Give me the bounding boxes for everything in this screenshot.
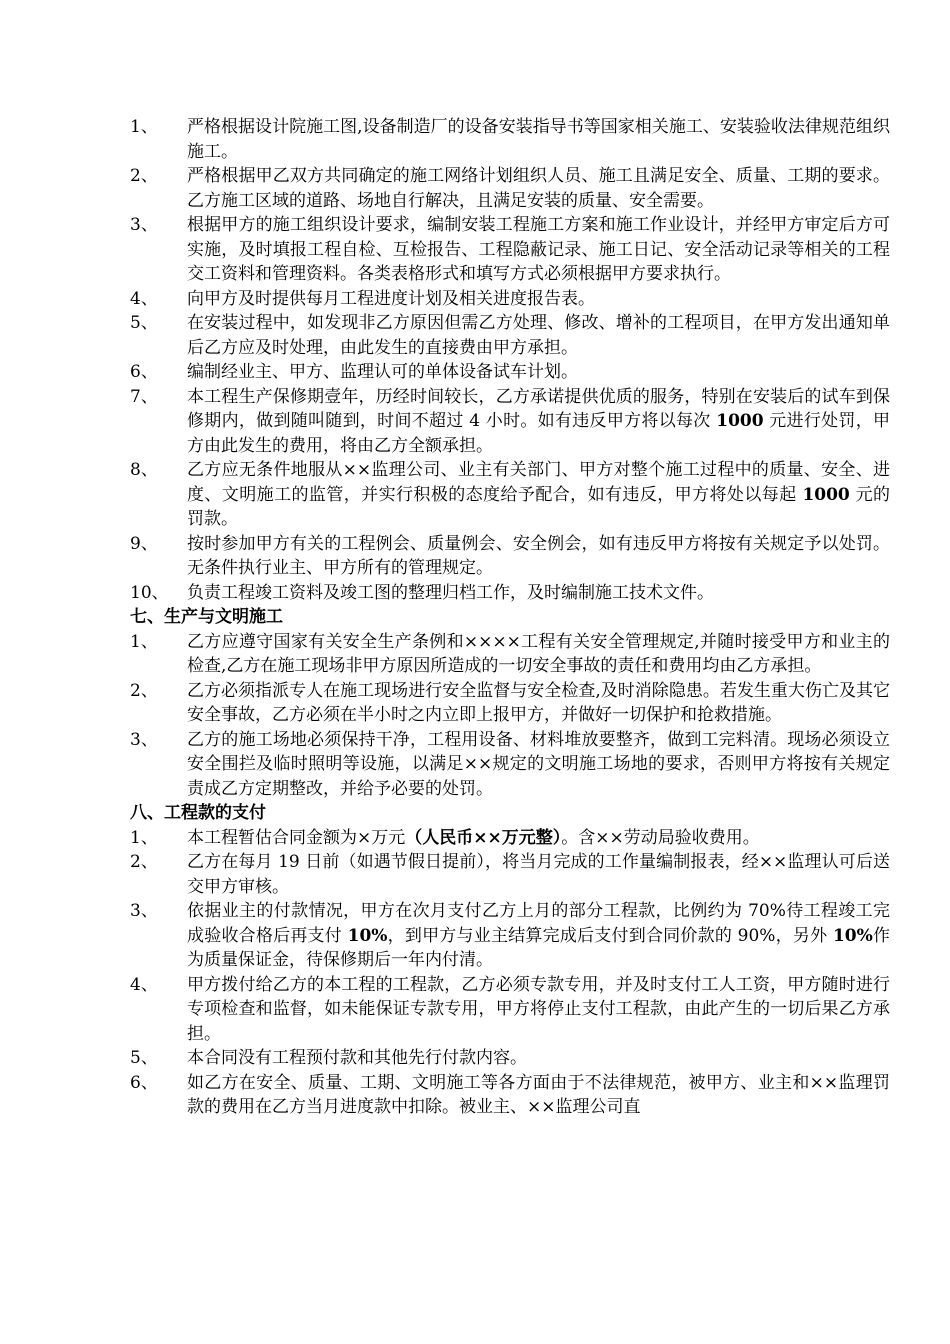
list-item xyxy=(130,679,890,728)
text-run: 作为质量保证金，待保修期后一年内付清。 xyxy=(187,925,891,970)
item-text: 负责工程竣工资料及竣工图的整理归档工作，及时编制施工技术文件。 xyxy=(187,582,714,603)
item-text xyxy=(187,826,890,851)
text-run: 元的罚款。 xyxy=(187,484,891,529)
list-item xyxy=(130,311,890,360)
item-number: 7、 xyxy=(130,386,158,407)
item-number: 10、 xyxy=(130,582,169,603)
item-number: 1、 xyxy=(130,117,158,137)
item-text: 本合同没有工程预付款和其他先行付款内容。 xyxy=(187,1048,527,1068)
item-text: 向甲方及时提供每月工程进度计划及相关进度报告表。 xyxy=(187,288,595,309)
list-item xyxy=(130,630,890,679)
item-text: 严格根据设计院施工图,设备制造厂的设备安装指导书等国家相关施工、安装验收法律规范组织施工。 xyxy=(187,117,890,162)
item-number: 5、 xyxy=(130,313,158,333)
section-heading: 八、工程款的支付 xyxy=(130,803,266,823)
item-number: 4、 xyxy=(130,974,158,995)
text-run: 本工程生产保修期壹年，历经时间较长，乙方承诺提供优质的服务，特别在安装后的试车到保修期内，做到随叫随到，时间不超过 4 小时。如有违反甲方将以每次 xyxy=(187,386,890,431)
item-number: 6、 xyxy=(130,362,158,382)
item-number: 3、 xyxy=(130,901,158,921)
item-number: 9、 xyxy=(130,533,158,554)
list-item xyxy=(130,458,890,532)
list-item xyxy=(130,850,890,899)
item-text: 乙方的施工场地必须保持干净，工程用设备、材料堆放要整齐，做到工完料清。现场必须设立安全围拦及临时照明等设施，以满足××规定的文明施工场地的要求，否则甲方将按有关规定责成乙方定期整改，并给予必要的处罚。 xyxy=(187,729,890,799)
item-number: 3、 xyxy=(130,729,158,750)
text-run: 依据业主的付款情况，甲方在次月支付乙方上月的部分工程款，比例约为 70%待工程竣工完成验收合格后再支付 xyxy=(187,901,890,946)
list-item xyxy=(130,1046,890,1071)
item-text: 根据甲方的施工组织设计要求，编制安装工程施工方案和施工作业设计，并经甲方审定后方可实施，及时填报工程自检、互检报告、工程隐蔽记录、施工日记、安全活动记录等相关的工程交工资料和管理资料。各类表格形式和填写方式必须根据甲方要求执行。 xyxy=(187,215,890,284)
section-heading: 七、生产与文明施工 xyxy=(130,607,283,627)
item-number: 1、 xyxy=(130,827,158,848)
text-run: 本工程暂估合同金额为×万元 xyxy=(187,827,406,848)
document-body xyxy=(130,115,890,1120)
bold-text: 10% xyxy=(832,925,873,946)
list-item xyxy=(130,728,890,802)
list-item xyxy=(130,287,890,312)
list-item xyxy=(130,213,890,287)
bold-text: 10% xyxy=(347,925,388,946)
item-text: 乙方应遵守国家有关安全生产条例和××××工程有关安全管理规定,并随时接受甲方和业主的检查,乙方在施工现场非甲方原因所造成的一切安全事故的责任和费用均由乙方承担。 xyxy=(187,631,890,676)
item-number: 6、 xyxy=(130,1072,158,1093)
text-run: 。含××劳动局验收费用。 xyxy=(561,827,760,848)
list-item xyxy=(130,581,890,606)
list-item xyxy=(130,826,890,851)
list-item xyxy=(130,973,890,1047)
item-number: 2、 xyxy=(130,166,158,186)
list-item xyxy=(130,1071,890,1120)
item-text: 在安装过程中，如发现非乙方原因但需乙方处理、修改、增补的工程项目，在甲方发出通知单后乙方应及时处理，由此发生的直接费由甲方承担。 xyxy=(187,313,890,358)
item-number: 8、 xyxy=(130,460,158,480)
bold-text: （人民币××万元整） xyxy=(405,827,562,848)
bold-text: 1000 xyxy=(716,411,764,431)
text-run: ，到甲方与业主结算完成后支付到合同价款的 90%，另外 xyxy=(387,925,833,946)
bold-text: 1000 xyxy=(802,484,850,505)
list-item xyxy=(130,115,890,164)
item-text: 编制经业主、甲方、监理认可的单体设备试车计划。 xyxy=(187,362,578,382)
item-text: 严格根据甲乙双方共同确定的施工网络计划组织人员、施工且满足安全、质量、工期的要求。乙方施工区域的道路、场地自行解决，且满足安装的质量、安全需要。 xyxy=(187,166,890,211)
text-run: 乙方应无条件地服从××监理公司、业主有关部门、甲方对整个施工过程中的质量、安全、进度、文明施工的监管，并实行积极的态度给予配合，如有违反，甲方将处以每起 xyxy=(187,460,890,505)
item-text: 甲方拨付给乙方的本工程的工程款，乙方必须专款专用，并及时支付工人工资，甲方随时进行专项检查和监督，如未能保证专款专用，甲方将停止支付工程款，由此产生的一切后果乙方承担。 xyxy=(187,974,890,1044)
item-text: 按时参加甲方有关的工程例会、质量例会、安全例会，如有违反甲方将按有关规定予以处罚。无条件执行业主、甲方所有的管理规定。 xyxy=(187,533,890,578)
item-text xyxy=(187,458,890,532)
item-text xyxy=(187,385,890,459)
text-run: 元进行处罚，甲方由此发生的费用，将由乙方全额承担。 xyxy=(187,411,890,456)
item-number: 5、 xyxy=(130,1048,158,1068)
item-text xyxy=(187,899,890,973)
item-number: 1、 xyxy=(130,631,158,652)
list-item xyxy=(130,899,890,973)
list-item xyxy=(130,385,890,459)
item-text: 如乙方在安全、质量、工期、文明施工等各方面由于不法律规范，被甲方、业主和××监理罚款的费用在乙方当月进度款中扣除。被业主、××监理公司直 xyxy=(187,1072,890,1117)
list-item xyxy=(130,532,890,581)
item-number: 2、 xyxy=(130,680,158,701)
item-text: 乙方必须指派专人在施工现场进行安全监督与安全检查,及时消除隐患。若发生重大伤亡及其它安全事故，乙方必须在半小时之内立即上报甲方，并做好一切保护和抢救措施。 xyxy=(187,680,890,725)
item-number: 4、 xyxy=(130,288,158,309)
list-item xyxy=(130,360,890,385)
item-number: 2、 xyxy=(130,852,158,872)
item-number: 3、 xyxy=(130,215,158,235)
list-item xyxy=(130,164,890,213)
item-text: 乙方在每月 19 日前（如遇节假日提前），将当月完成的工作量编制报表，经××监理认可后送交甲方审核。 xyxy=(187,852,890,897)
